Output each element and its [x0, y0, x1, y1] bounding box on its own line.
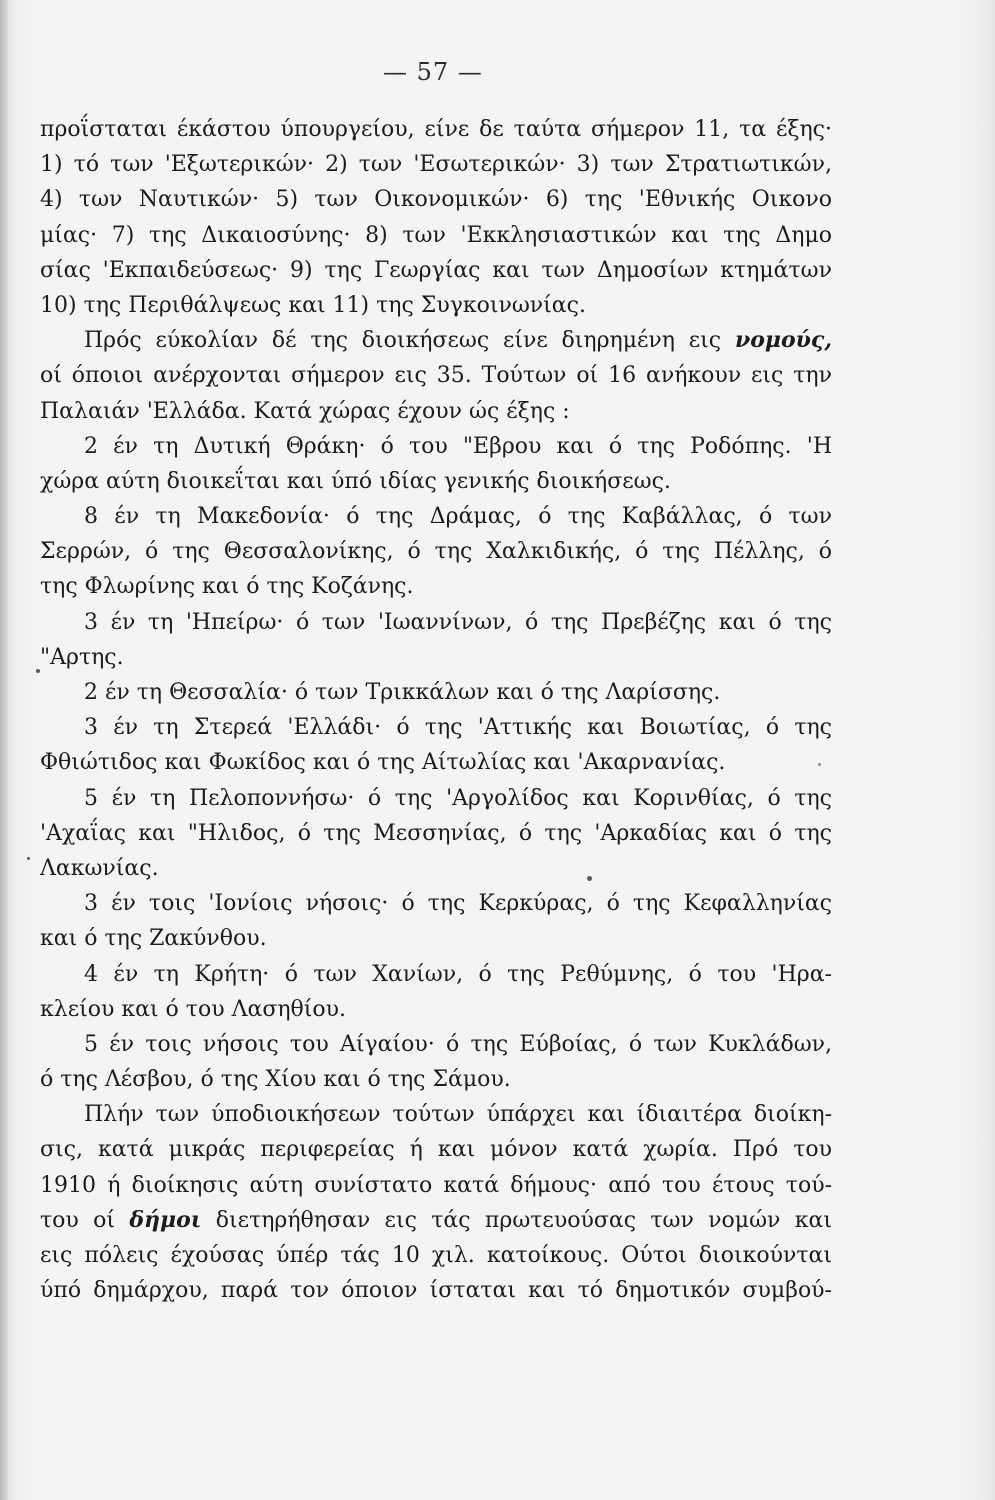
text-line: και ό της Ζακύνθου.	[40, 926, 267, 952]
text-line: 1) τό των 'Εξωτερικών· 2) των 'Εσωτερικών· 3) των Στρατιωτικών,	[40, 152, 832, 178]
text-line: 3 έν τη 'Ηπείρω· ό των 'Ιωαννίνων, ό της Πρεβέζης και ό της	[84, 609, 832, 635]
text-line: 8 έν τη Μακεδονία· ό της Δράμας, ό της Καβάλλας, ό των	[84, 504, 832, 530]
emphasis-nomous: νομούς,	[734, 327, 832, 354]
text-line: "Αρτης.	[40, 644, 124, 670]
text-line: της Φλωρίνης και ό της Κοζάνης.	[40, 574, 414, 600]
text-line: Πλήν των ύποδιοικήσεων τούτων ύπάρχει και ίδιαιτέρα διοίκη-	[84, 1102, 832, 1128]
text-line: σίας 'Εκπαιδεύσεως· 9) της Γεωργίας και των Δημοσίων κτημάτων	[40, 257, 832, 283]
text-line: 5 έν τη Πελοποννήσω· ό της 'Αργολίδος και Κορινθίας, ό της	[84, 785, 832, 811]
scan-speck	[587, 876, 592, 881]
text-line: σις, κατά μικράς περιφερείας ή και μόνον κατά χωρία. Πρό του	[40, 1137, 832, 1163]
text-line: Λακωνίας.	[40, 855, 159, 881]
text-line: Φθιώτιδος και Φωκίδος και ό της Αίτωλίας και 'Ακαρνανίας.	[40, 750, 726, 776]
text-line: χώρα αύτη διοικεΐται και ύπό ιδίας γενικής διοικήσεως.	[40, 468, 671, 494]
text-line	[40, 323, 832, 358]
text-line: 2 έν τη Θεσσαλία· ό των Τρικκάλων και ό της Λαρίσσης.	[84, 680, 721, 705]
emphasis-dimoi: δήμοι	[129, 1206, 202, 1233]
text-line: ύπό δημάρχου, παρά τον όποιον ίσταται και τό δημοτικόν συμβού-	[40, 1278, 832, 1304]
text-line	[40, 1203, 832, 1238]
text-fragment: Πρός εύκολίαν δέ της διοικήσεως είνε διηρημένη εις	[84, 328, 722, 354]
text-line: 1910 ή διοίκησις αύτη συνίστατο κατά δήμους· από του έτους τού-	[40, 1172, 832, 1198]
body-text	[40, 112, 832, 1308]
page-number: — 57 —	[383, 58, 483, 86]
scan-speck	[27, 857, 30, 860]
text-line: οί όποιοι ανέρχονται σήμερον εις 35. Τούτων οί 16 ανήκουν εις την	[40, 363, 832, 389]
text-line: 2 έν τη Δυτική Θράκη· ό του "Εβρου και ό της Ροδόπης. 'Η	[84, 433, 832, 459]
text-line: 3 έν τοις 'Ιονίοις νήσοις· ό της Κερκύρας, ό της Κεφαλληνίας	[84, 891, 832, 917]
text-line: 4) των Ναυτικών· 5) των Οικονομικών· 6) της 'Εθνικής Οικονο	[40, 187, 832, 213]
scan-speck	[36, 669, 40, 673]
text-line: μίας· 7) της Δικαιοσύνης· 8) των 'Εκκλησιαστικών και της Δημο	[40, 222, 832, 248]
text-fragment: του οί	[40, 1207, 116, 1233]
text-line: 4 έν τη Κρήτη· ό των Χανίων, ό της Ρεθύμνης, ό του 'Ηρα-	[84, 961, 832, 987]
text-fragment: διετηρήθησαν εις τάς πρωτευούσας των νομών και	[215, 1207, 832, 1233]
text-line: ό της Λέσβου, ό της Χίου και ό της Σάμου.	[40, 1067, 511, 1093]
book-spine-shadow	[0, 0, 8, 1500]
text-line: κλείου και ό του Λασηθίου.	[40, 996, 347, 1022]
text-line: εις πόλεις έχούσας ύπέρ τάς 10 χιλ. κατοίκους. Ούτοι διοικούνται	[40, 1243, 832, 1268]
text-line: 'Αχαΐας και "Ηλιδος, ό της Μεσσηνίας, ό της 'Αρκαδίας και ό της	[40, 820, 832, 846]
text-line: 3 έν τη Στερεά 'Ελλάδι· ό της 'Αττικής και Βοιωτίας, ό της	[84, 715, 832, 741]
text-line: Σερρών, ό της Θεσσαλονίκης, ό της Χαλκιδικής, ό της Πέλλης, ό	[40, 539, 832, 565]
scan-speck	[818, 763, 821, 766]
text-line: 5 έν τοις νήσοις του Αίγαίου· ό της Εύβοίας, ό των Κυκλάδων,	[84, 1031, 832, 1057]
text-line: Παλαιάν 'Ελλάδα. Κατά χώρας έχουν ώς έξης :	[40, 398, 570, 424]
text-line: προΐσταται έκάστου ύπουργείου, είνε δε ταύτα σήμερον 11, τα έξης·	[40, 117, 832, 142]
text-line: 10) της Περιθάλψεως και 11) της Συγκοινωνίας.	[40, 292, 586, 318]
